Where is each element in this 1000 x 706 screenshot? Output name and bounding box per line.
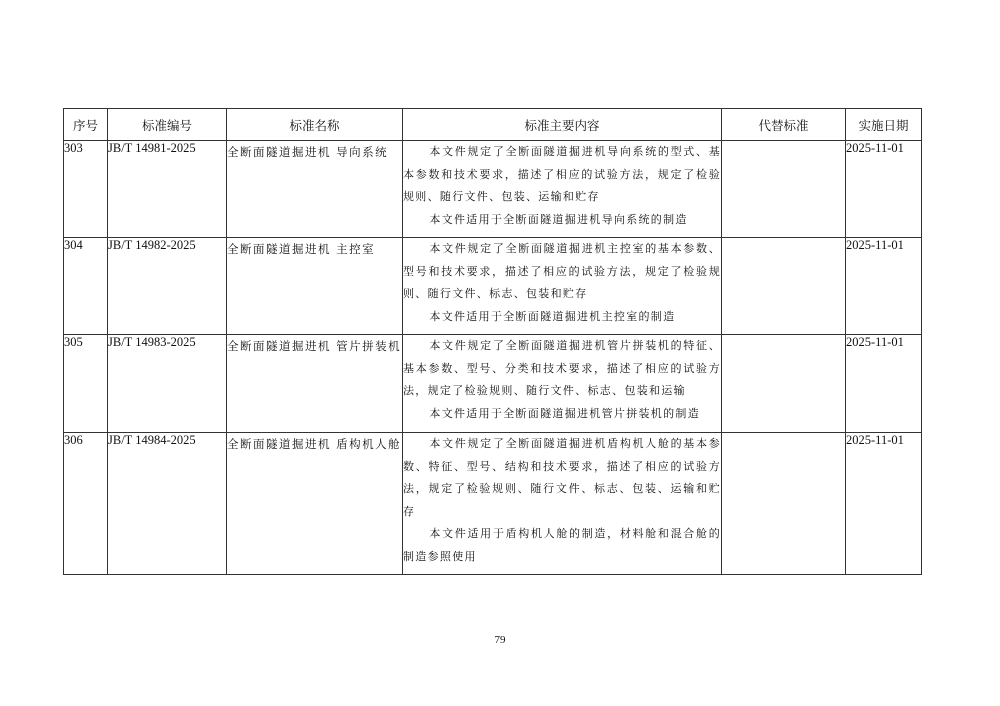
page-number: 79 — [494, 634, 506, 646]
row-replaced-standard — [722, 335, 846, 433]
row-serial-number: 306 — [64, 433, 108, 575]
row-implementation-date: 2025-11-01 — [846, 335, 922, 433]
header-standard-code: 标准编号 — [108, 109, 227, 141]
row-replaced-standard — [722, 238, 846, 335]
row-main-content — [403, 141, 722, 238]
row-standard-name: 全断面隧道掘进机 盾构机人舱 — [227, 433, 403, 575]
content-paragraph-applicability: 本文件适用于全断面隧道掘进机导向系统的制造 — [429, 212, 688, 226]
row-main-content — [403, 433, 722, 575]
row-standard-code: JB/T 14983-2025 — [108, 335, 227, 433]
row-standard-code: JB/T 14982-2025 — [108, 238, 227, 335]
table-row — [64, 238, 922, 335]
content-paragraph-scope: 本文件规定了全断面隧道掘进机导向系统的型式、基本参数和技术要求，描述了相应的试验方法，规定了检验规则、随行文件、包装、运输和贮存 — [403, 145, 721, 203]
header-main-content: 标准主要内容 — [403, 109, 722, 141]
row-standard-name: 全断面隧道掘进机 导向系统 — [227, 141, 403, 238]
row-standard-code: JB/T 14981-2025 — [108, 141, 227, 238]
table-row — [64, 335, 922, 433]
row-implementation-date: 2025-11-01 — [846, 238, 922, 335]
row-replaced-standard — [722, 433, 846, 575]
content-paragraph-applicability: 本文件适用于全断面隧道掘进机管片拼装机的制造 — [429, 406, 700, 420]
content-paragraph-applicability: 本文件适用于全断面隧道掘进机主控室的制造 — [429, 309, 676, 323]
content-paragraph-scope: 本文件规定了全断面隧道掘进机盾构机人舱的基本参数、特征、型号、结构和技术要求，描述了相应的试验方法，规定了检验规则、随行文件、标志、包装、运输和贮存 — [403, 437, 721, 518]
row-main-content — [403, 238, 722, 335]
row-implementation-date: 2025-11-01 — [846, 141, 922, 238]
row-serial-number: 305 — [64, 335, 108, 433]
table-header-row — [64, 109, 922, 141]
row-main-content — [403, 335, 722, 433]
standards-table — [63, 108, 922, 575]
header-serial-number: 序号 — [64, 109, 108, 141]
header-replaced-standard: 代替标准 — [722, 109, 846, 141]
row-standard-name: 全断面隧道掘进机 管片拼装机 — [227, 335, 403, 433]
row-serial-number: 303 — [64, 141, 108, 238]
row-implementation-date: 2025-11-01 — [846, 433, 922, 575]
header-standard-name: 标准名称 — [227, 109, 403, 141]
table-row — [64, 433, 922, 575]
header-implementation-date: 实施日期 — [846, 109, 922, 141]
content-paragraph-scope: 本文件规定了全断面隧道掘进机管片拼装机的特征、基本参数、型号、分类和技术要求，描述了相应的试验方法，规定了检验规则、随行文件、标志、包装和运输 — [403, 339, 721, 397]
row-replaced-standard — [722, 141, 846, 238]
row-serial-number: 304 — [64, 238, 108, 335]
table-row — [64, 141, 922, 238]
content-paragraph-applicability: 本文件适用于盾构机人舱的制造，材料舱和混合舱的制造参照使用 — [403, 527, 721, 563]
content-paragraph-scope: 本文件规定了全断面隧道掘进机主控室的基本参数、型号和技术要求，描述了相应的试验方法，规定了检验规则、随行文件、标志、包装和贮存 — [403, 242, 721, 300]
row-standard-code: JB/T 14984-2025 — [108, 433, 227, 575]
row-standard-name: 全断面隧道掘进机 主控室 — [227, 238, 403, 335]
